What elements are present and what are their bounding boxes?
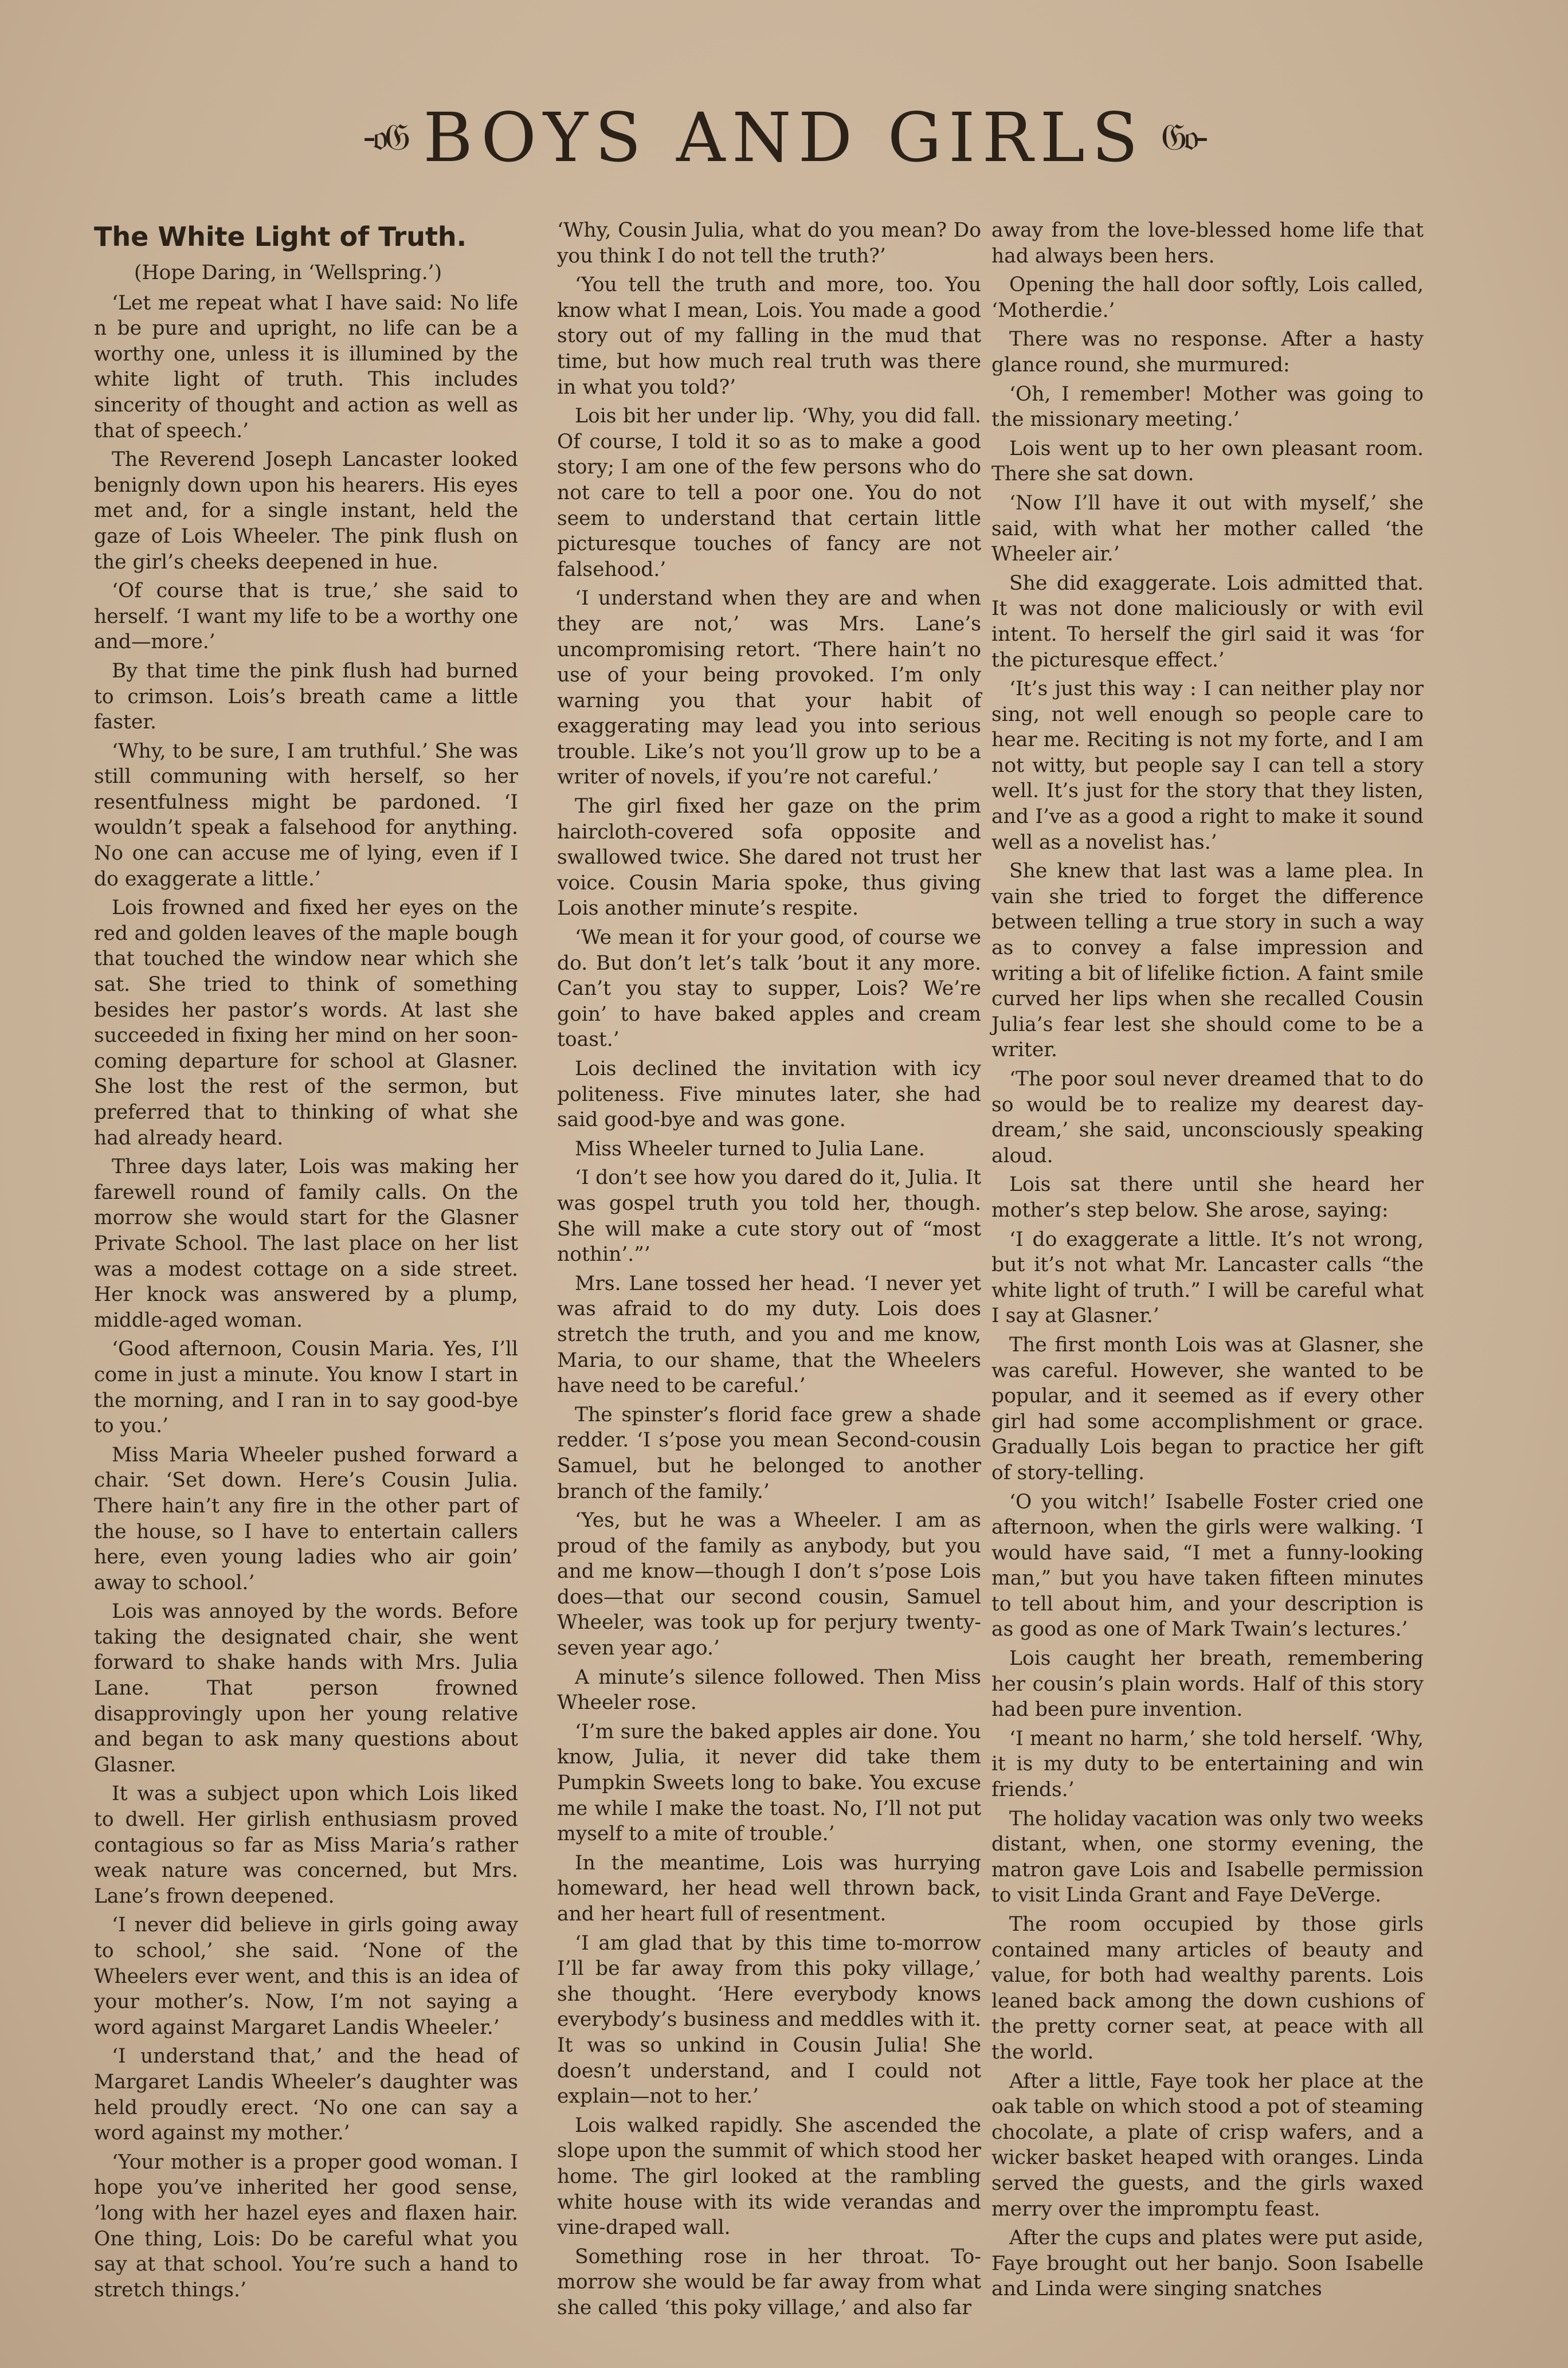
article-paragraph: A minute’s silence followed. Then Miss Wheeler rose.: [557, 1665, 981, 1715]
article-paragraph: Lois bit her under lip. ‘Why, you did fall. Of course, I told it so as to make a good story; I am one of the few persons who do not care to tell a poor one. You do not seem to understand that certain little picturesque touches of fancy are not falsehood.’: [557, 405, 981, 581]
article-paragraph: In the meantime, Lois was hurrying homeward, her head well thrown back, and her heart full of resentment.: [557, 1851, 981, 1926]
article-paragraph: Miss Maria Wheeler pushed forward a chair. ‘Set down. Here’s Cousin Julia. There hain’t any fire in the other part of the house, so I have to entertain callers here, even young ladies who air goin’ away to school.’: [94, 1443, 518, 1594]
article-paragraph: She did exaggerate. Lois admitted that. It was not done maliciously or with evil intent. To herself the girl said it was ‘for the picturesque effect.’: [991, 571, 1424, 672]
column-2: [557, 218, 981, 2319]
article-paragraph: ‘O you witch!’ Isabelle Foster cried one afternoon, when the girls were walking. ‘I would have said, “I met a funny-looking man,” but you have taken fifteen minutes to tell about him, and your description is as good as one of Mark Twain’s lectures.’: [991, 1490, 1424, 1641]
article-paragraph: Lois frowned and fixed her eyes on the red and golden leaves of the maple bough that touched the window near which she sat. She tried to think of something besides her pastor’s words. At last she succeeded in fixing her mind on her soon-coming departure for school at Glasner. She lost the rest of the sermon, but preferred that to thinking of what she had already heard.: [94, 896, 518, 1150]
article-paragraph: ‘Oh, I remember! Mother was going to the missionary meeting.’: [991, 382, 1424, 432]
article-paragraph: ‘You tell the truth and more, too. You know what I mean, Lois. You made a good story out of my falling in the mud that time, but how much real truth was there in what you told?’: [557, 273, 981, 399]
article-paragraph: ‘Of course that is true,’ she said to herself. ‘I want my life to be a worthy one and—more.’: [94, 579, 518, 654]
article-paragraph: By that time the pink flush had burned to crimson. Lois’s breath came a little faster.: [94, 659, 518, 734]
article-paragraph: away from the love-blessed home life that had always been hers.: [991, 219, 1424, 268]
article-paragraph: After a little, Faye took her place at the oak table on which stood a pot of steaming chocolate, a plate of crisp wafers, and a wicker basket heaped with oranges. Linda served the guests, and the girls waxed merry over the impromptu feast.: [991, 2069, 1424, 2221]
article-paragraph: ‘We mean it for your good, of course we do. But don’t let’s talk ’bout it any more. Can’t you stay to supper, Lois? We’re goin’ to have baked apples and cream toast.’: [557, 926, 981, 1052]
article-paragraph: ‘I meant no harm,’ she told herself. ‘Why, it is my duty to be entertaining and win friends.’: [991, 1727, 1424, 1802]
article-paragraph: ‘Your mother is a proper good woman. I hope you’ve inherited her good sense, ’long with her hazel eyes and flaxen hair. One thing, Lois: Do be careful what you say at that school. You’re such a hand to stretch things.’: [94, 2150, 518, 2302]
column-3-paragraphs: [991, 218, 1424, 2302]
article-paragraph: Lois caught her breath, remembering her cousin’s plain words. Half of this story had been pure invention.: [991, 1647, 1424, 1722]
article-paragraph: Three days later, Lois was making her farewell round of family calls. On the morrow she would start for the Glasner Private School. The last place on her list was a modest cottage on a side street. Her knock was answered by a plump, middle-aged woman.: [94, 1155, 518, 1332]
article-byline: (Hope Daring, in ‘Wellspring.’): [134, 261, 442, 284]
article-paragraph: After the cups and plates were put aside, Faye brought out her banjo. Soon Isabelle and Linda were singing snatches: [991, 2226, 1424, 2301]
article-paragraph: The Reverend Joseph Lancaster looked benignly down upon his hearers. His eyes met and, for a single instant, held the gaze of Lois Wheeler. The pink flush on the girl’s cheeks deepened in hue.: [94, 448, 518, 574]
article-paragraph: Mrs. Lane tossed her head. ‘I never yet was afraid to do my duty. Lois does stretch the truth, and you and me know, Maria, to our shame, that the Wheelers have need to be careful.’: [557, 1272, 981, 1398]
column-1-paragraphs: [94, 291, 518, 2303]
article-paragraph: Lois walked rapidly. She ascended the slope upon the summit of which stood her home. The girl looked at the rambling white house with its wide verandas and vine-draped wall.: [557, 2114, 981, 2240]
article-paragraph: ‘The poor soul never dreamed that to do so would be to realize my dearest day-dream,’ she said, unconsciously speaking aloud.: [991, 1068, 1424, 1167]
article-paragraph: Lois sat there until she heard her mother’s step below. She arose, saying:: [991, 1173, 1424, 1222]
article-paragraph: ‘I never did believe in girls going away to school,’ she said. ‘None of the Wheelers ever went, and this is an idea of your mother’s. Now, I’m not saying a word against Margaret Landis Wheeler.’: [94, 1914, 518, 2039]
column-2-paragraphs: [557, 218, 981, 2321]
article-paragraph: ‘I’m sure the baked apples air done. You know, Julia, it never did take them Pumpkin Sweets long to bake. You excuse me while I make the toast. No, I’ll not put myself to a mite of trouble.’: [557, 1720, 981, 1846]
article-paragraph: There was no response. After a hasty glance round, she murmured:: [991, 328, 1424, 377]
article-paragraph: ‘Let me repeat what I have said: No life n be pure and upright, no life can be a worthy one, unless it is illumined by the white light of truth. This includes sincerity of thought and action as well as that of speech.’: [94, 291, 518, 442]
article-paragraph: The girl fixed her gaze on the prim haircloth-covered sofa opposite and swallowed twice. She dared not trust her voice. Cousin Maria spoke, thus giving Lois another minute’s respite.: [557, 795, 981, 920]
article-paragraph: The holiday vacation was only two weeks distant, when, one stormy evening, the matron gave Lois and Isabelle permission to visit Linda Grant and Faye DeVerge.: [991, 1807, 1424, 1907]
article-paragraph: ‘Why, to be sure, I am truthful.’ She was still communing with herself, so her resentfulness might be pardoned. ‘I wouldn’t speak a falsehood for anything. No one can accuse me of lying, even if I do exaggerate a little.’: [94, 739, 518, 891]
article-paragraph: ‘I do exaggerate a little. It’s not wrong, but it’s not what Mr. Lancaster calls “the white light of truth.” I will be careful what I say at Glasner.’: [991, 1228, 1424, 1328]
article-paragraph: Miss Wheeler turned to Julia Lane.: [575, 1137, 925, 1161]
article-title: The White Light of Truth.: [94, 221, 467, 252]
article-paragraph: ‘Why, Cousin Julia, what do you mean? Do you think I do not tell the truth?’: [557, 219, 981, 268]
article-paragraph: ‘Now I’ll have it out with myself,’ she said, with what her mother called ‘the Wheeler air.’: [991, 491, 1424, 566]
column-1: [94, 218, 518, 2302]
article-paragraph: ‘Yes, but he was a Wheeler. I am as proud of the family as anybody, but you and me know—though I don’t s’pose Lois does—that our second cousin, Samuel Wheeler, was took up for perjury twenty-seven year ago.’: [557, 1509, 981, 1660]
article-paragraph: It was a subject upon which Lois liked to dwell. Her girlish enthusiasm proved contagious so far as Miss Maria’s rather weak nature was concerned, but Mrs. Lane’s frown deepened.: [94, 1782, 518, 1908]
article-paragraph: ‘I don’t see how you dared do it, Julia. It was gospel truth you told her, though. She will make a cute story out of “most nothin’.”’: [557, 1166, 981, 1267]
article-paragraph: Opening the hall door softly, Lois called, ‘Motherdie.’: [991, 273, 1424, 322]
article-paragraph: ‘Good afternoon, Cousin Maria. Yes, I’ll come in just a minute. You know I start in the morning, and I ran in to say good-bye to you.’: [94, 1338, 518, 1438]
article-paragraph: Lois declined the invitation with icy politeness. Five minutes later, she had said good-bye and was gone.: [557, 1057, 981, 1132]
article-paragraph: ‘It’s just this way : I can neither play nor sing, not well enough so people care to hear me. Reciting is not my forte, and I am not witty, but people say I can tell a story well. It’s just for the story that they listen, and I’ve as a good a right to make it sound well as a novelist has.’: [991, 677, 1424, 854]
article-paragraph: The first month Lois was at Glasner, she was careful. However, she wanted to be popular, and it seemed as if every other girl had some accomplishment or grace. Gradually Lois began to practice her gift of story-telling.: [991, 1333, 1424, 1484]
right-ornament-icon: 𝔊𝔬-: [1161, 116, 1205, 159]
article-paragraph: Lois went up to her own pleasant room. There she sat down.: [991, 437, 1424, 486]
section-title: BOYS AND GIRLS: [423, 98, 1145, 177]
article-paragraph: The room occupied by those girls contained many articles of beauty and value, for both had wealthy parents. Lois leaned back among the down cushions of the pretty corner seat, at peace with all the world.: [991, 1913, 1424, 2064]
masthead: [0, 97, 1568, 178]
article-paragraph: Lois was annoyed by the words. Before taking the designated chair, she went forward to shake hands with Mrs. Julia Lane. That person frowned disapprovingly upon her young relative and began to ask many questions about Glasner.: [94, 1600, 518, 1777]
article-paragraph: She knew that last was a lame plea. In vain she tried to forget the difference between telling a true story in such a way as to convey a false impression and writing a bit of lifelike fiction. A faint smile curved her lips when she recalled Cousin Julia’s fear lest she should come to be a writer.: [991, 860, 1424, 1062]
article-paragraph: ‘I understand that,’ and the head of Margaret Landis Wheeler’s daughter was held proudly erect. ‘No one can say a word against my mother.’: [94, 2045, 518, 2145]
article-paragraph: ‘I am glad that by this time to-morrow I’ll be far away from this poky village,’ she thought. ‘Here everybody knows everybody’s business and meddles with it. It was so unkind in Cousin Julia! She doesn’t understand, and I could not explain—not to her.’: [557, 1931, 981, 2108]
article-paragraph: ‘I understand when they are and when they are not,’ was Mrs. Lane’s uncompromising retort. ‘There hain’t no use of your being provoked. I’m only warning you that your habit of exaggerating may lead you into serious trouble. Like’s not you’ll grow up to be a writer of novels, if you’re not careful.’: [557, 587, 981, 789]
article-paragraph: The spinster’s florid face grew a shade redder. ‘I s’pose you mean Second-cousin Samuel, but he belonged to another branch of the family.’: [557, 1403, 981, 1503]
left-ornament-icon: -𝔬𝔊: [363, 116, 407, 159]
column-3: [991, 218, 1424, 2301]
article-paragraph: Something rose in her throat. To-morrow she would be far away from what she called ‘this poky village,’ and also far: [557, 2245, 981, 2319]
